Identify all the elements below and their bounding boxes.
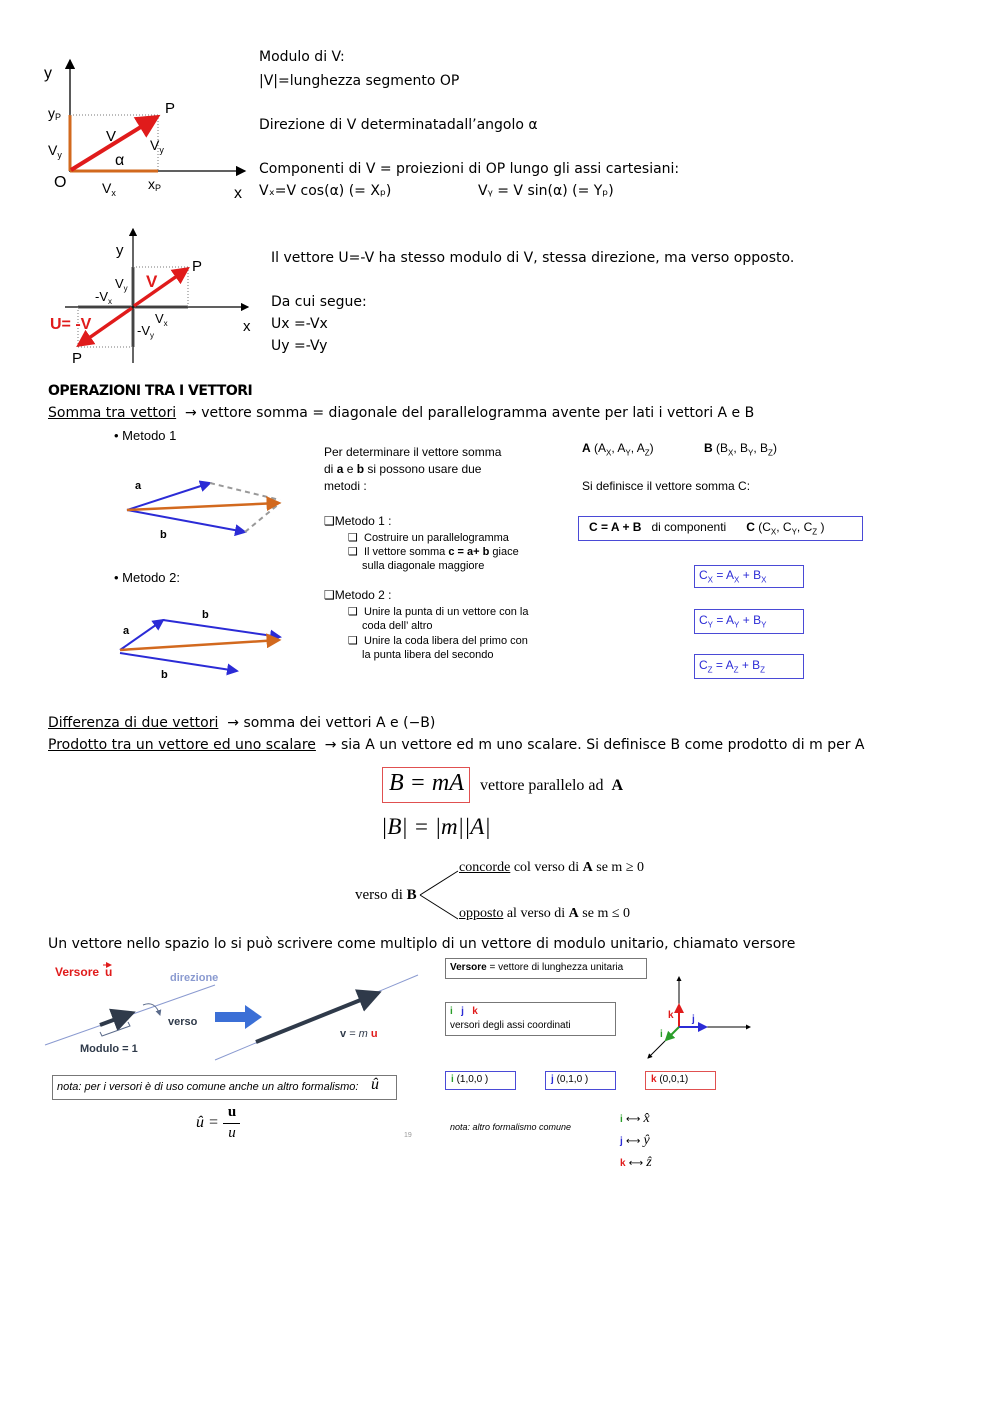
label-o: O [54, 174, 67, 191]
formula-modulus: |B| = |m||A| [381, 814, 491, 839]
opposite-vector-def: Il vettore U=-V ha stesso modulo di V, stessa direzione, ma verso opposto. [271, 250, 795, 266]
somma-link: Somma tra vettori [48, 405, 177, 421]
m2-item3: ❑ Unire la coda libera del primo con [348, 635, 528, 647]
label-x-2: x [243, 318, 251, 335]
k-hat-row: k ⟷ ẑ [620, 1155, 652, 1170]
label-u-eq: U= -V [50, 316, 92, 333]
metodo2-label: • Metodo 2: [114, 570, 180, 585]
vec-b-2a [163, 620, 280, 637]
j-vec: j (0,1,0 ) [551, 1074, 589, 1085]
label-p-bottom: P [72, 350, 83, 367]
versore-title: Versore u [55, 965, 113, 979]
direzione-def: Direzione di V determinatadall’angolo α [259, 117, 538, 133]
vy-formula: Vᵧ = V sin(α) (= Yₚ) [478, 183, 614, 199]
sum-intro: Per determinare il vettore somma di a e b si possono usare due metodi : [324, 445, 502, 493]
verso-label: verso [168, 1016, 198, 1028]
m1-item1: ❑ Costruire un parallelogramma [348, 532, 509, 544]
page-number: 19 [404, 1132, 412, 1139]
metodo1-title: ❑Metodo 1 : [324, 514, 392, 528]
versore-def: Versore = vettore di lunghezza unitaria [450, 962, 624, 973]
vec-sum-1 [127, 503, 279, 510]
m2-item2: coda dell’ altro [362, 620, 433, 632]
somma-line [48, 402, 754, 424]
sum-definition: C = A + B di componenti C ($C_X$, $C_Y$, $C_Z$ ) [589, 520, 825, 537]
double-arrow-icon: ⟷ [628, 1158, 644, 1169]
componenti-def: Componenti di V = proiezioni di OP lungo gli assi cartesiani: [259, 161, 680, 177]
versore-diagram [40, 960, 420, 1065]
opposite-vector-diagram [45, 225, 260, 370]
a-components: A ($A_X$, $A_Y$, $A_Z$) [582, 441, 654, 458]
label-vy-left: $V_y$ [48, 142, 62, 160]
nota-text: nota: per i versori è di uso comune anche un altro formalismo: [57, 1081, 359, 1093]
checkbox-icon: ❑ [348, 635, 358, 647]
consequence-title: Da cui segue: [271, 294, 367, 310]
frac-bar [223, 1123, 240, 1124]
vec-sum-2 [120, 640, 279, 650]
i-hat-row: i ⟷ x̂ [620, 1111, 650, 1126]
differenza-line: Differenza di due vettori → somma dei vettori A e (−B) [48, 715, 436, 731]
differenza-link: Differenza di due vettori [48, 715, 219, 731]
operations-heading: OPERAZIONI TRA I VETTORI [48, 383, 253, 399]
i-vector [666, 1027, 679, 1040]
vec-b-2b [120, 653, 237, 671]
checkbox-icon: ❑ [348, 606, 358, 618]
label-p: P [165, 100, 176, 117]
checkbox-icon: ❑ [348, 532, 358, 544]
prodotto-line: Prodotto tra un vettore ed uno scalare → sia A un vettore ed m uno scalare. Si definisce B come prodotto di m per A [48, 737, 865, 753]
tip-to-tail-diagram [115, 605, 290, 680]
lbl-b-2b: b [161, 669, 168, 680]
arrow-icon: → [320, 737, 337, 753]
label-vy-right: $V_y$ [150, 137, 164, 155]
label-p-top: P [192, 258, 203, 275]
direzione-label: direzione [170, 972, 219, 984]
uhat-eq: û = [196, 1114, 219, 1131]
versore-intro: Un vettore nello spazio lo si può scrivere come multiplo di un vettore di modulo unitario, chiamato versore [48, 936, 796, 952]
dash-2 [245, 503, 280, 532]
big-arrow-right [215, 1005, 262, 1029]
ux-formula: Ux =-Vx [271, 316, 328, 332]
label-alpha: α [115, 152, 125, 169]
i-axis-label: i [660, 1029, 663, 1040]
dash-1 [210, 483, 280, 500]
verso-di: verso di B [355, 887, 417, 903]
formula-parallel: vettore parallelo ad A [480, 777, 624, 794]
double-arrow-icon: ⟷ [625, 1114, 641, 1125]
cy-formula: $C_Y = A_Y + B_Y$ [699, 613, 767, 630]
arrow-icon: → [180, 405, 197, 421]
modulo-label: Modulo = 1 [80, 1043, 138, 1055]
parallelogram-diagram [115, 470, 290, 545]
label-vx: $V_x$ [102, 180, 116, 198]
metodo1-label: • Metodo 1 [114, 428, 177, 443]
ijk-labels: i j k [450, 1006, 478, 1017]
lbl-b-1: b [160, 529, 167, 541]
lbl-a-1: a [135, 480, 142, 492]
frac-num: u [227, 1104, 237, 1120]
frac-den: u [228, 1125, 236, 1141]
vx-formula: Vₓ=V cos(α) (= Xₚ) [259, 183, 392, 199]
label-vy-2: $V_y$ [115, 276, 128, 293]
m2-item1: ❑ Unire la punta di un vettore con la [348, 606, 529, 618]
uy-formula: Uy =-Vy [271, 338, 328, 354]
m2-item4: la punta libera del secondo [362, 649, 494, 661]
modulo-def: |V|=lunghezza segmento OP [259, 73, 460, 89]
label-yp: yP [48, 105, 62, 122]
vector-components-diagram [40, 55, 250, 205]
m1-item2: ❑ Il vettore somma c = a+ b giace [348, 546, 519, 558]
checkbox-icon: ❑ [324, 588, 335, 602]
vec-b-1 [127, 510, 245, 532]
brace-lines [418, 865, 463, 925]
concorde-line: concorde col verso di A se m ≥ 0 [459, 860, 645, 875]
label-v: V [106, 128, 117, 145]
brace-lower [420, 895, 458, 919]
label-y: y [44, 65, 52, 82]
label-mvy: $-V_y$ [137, 323, 154, 340]
opposto-line: opposto al verso di A se m ≤ 0 [459, 906, 631, 921]
uhat-symbol: û [371, 1076, 379, 1093]
metodo2-title: ❑Metodo 2 : [324, 588, 392, 602]
somma-rest: vettore somma = diagonale del parallelogramma avente per lati i vettori A e B [196, 405, 755, 421]
define-sum: Si definisce il vettore somma C: [582, 479, 751, 493]
label-v-2: V [146, 272, 158, 291]
formula-eq: B = mA [389, 770, 464, 796]
label-y-2: y [116, 242, 124, 259]
nota2-text: nota: altro formalismo comune [450, 1122, 572, 1132]
cz-formula: $C_Z = A_Z + B_Z$ [699, 658, 766, 675]
label-x: x [234, 185, 242, 202]
assi-label: versori degli assi coordinati [450, 1020, 571, 1031]
m1-item3: sulla diagonale maggiore [362, 560, 485, 572]
b-components: B ($B_X$, $B_Y$, $B_Z$) [704, 441, 777, 458]
prodotto-link: Prodotto tra un vettore ed uno scalare [48, 737, 316, 753]
checkbox-icon: ❑ [348, 546, 358, 558]
modulo-title: Modulo di V: [259, 49, 345, 65]
brace-upper [420, 871, 458, 895]
lbl-a-2: a [123, 625, 130, 637]
double-arrow-icon: ⟷ [625, 1136, 641, 1147]
lbl-b-2a: b [202, 609, 209, 621]
j-hat-row: j ⟷ ŷ [620, 1133, 650, 1148]
label-vx-2: $V_x$ [155, 311, 168, 328]
unit-vector [100, 1013, 132, 1025]
label-mvx: $-V_x$ [95, 289, 112, 306]
axes-3d [640, 972, 760, 1064]
checkbox-icon: ❑ [324, 514, 335, 528]
arrow-icon: → [222, 715, 240, 731]
v-eq-label: v = m u [340, 1028, 378, 1040]
cx-formula: $C_X = A_X + B_X$ [699, 568, 767, 585]
j-axis-label: j [692, 1014, 695, 1025]
k-axis-label: k [668, 1010, 674, 1021]
label-xp: xP [148, 176, 162, 193]
vector-v-2 [134, 269, 187, 306]
k-vec: k (0,0,1) [651, 1074, 689, 1085]
i-vec: i (1,0,0 ) [451, 1074, 489, 1085]
